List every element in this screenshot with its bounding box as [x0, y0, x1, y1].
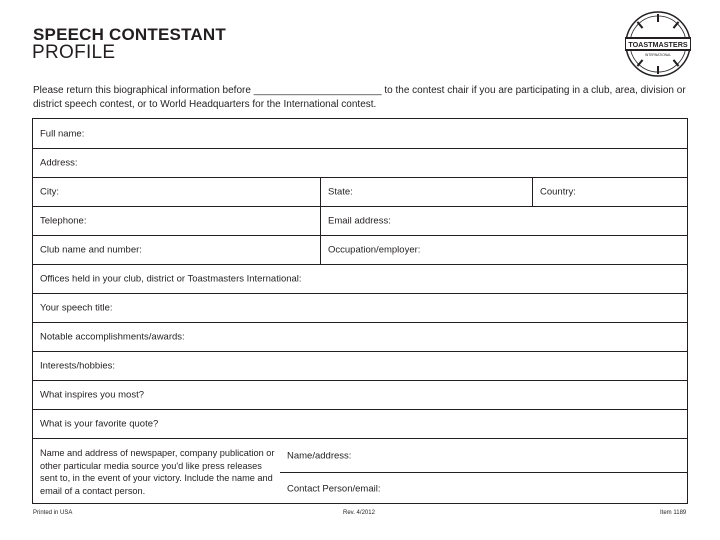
intro-text-after: to the contest chair if you are participating in a club, area, division or district speech contest, or to World Headquarters for the International contest. [33, 85, 686, 110]
media-row [33, 438, 687, 504]
city-field[interactable] [33, 178, 320, 206]
toastmasters-logo [624, 10, 692, 78]
interests-label: Interests/hobbies: [40, 360, 115, 372]
deadline-blank[interactable]: _______________________ [253, 85, 382, 96]
address-label: Address: [40, 157, 78, 169]
city-label: City: [40, 186, 59, 198]
location-row [33, 177, 687, 206]
media-instructions: Name and address of newspaper, company publication or other particular media source you'd like press releases sent to, in the event of your victory. Include the name and email of a contact person. [40, 448, 275, 496]
full-name-row[interactable] [33, 119, 687, 148]
club-row [33, 235, 687, 264]
footer-revision: Rev. 4/2012 [343, 510, 375, 516]
accomplishments-row[interactable] [33, 322, 687, 351]
club-field[interactable] [33, 236, 320, 264]
club-label: Club name and number: [40, 244, 142, 256]
email-label: Email address: [328, 215, 391, 227]
speech-title-row[interactable] [33, 293, 687, 322]
logo-text: TOASTMASTERS [628, 40, 688, 49]
footer-item-number: Item 1189 [660, 510, 687, 516]
state-field[interactable] [320, 178, 532, 206]
contact-person-label: Contact Person/email: [287, 483, 381, 495]
logo-subtext: INTERNATIONAL [644, 53, 672, 57]
occupation-label: Occupation/employer: [328, 244, 421, 256]
quote-label: What is your favorite quote? [40, 418, 159, 430]
form-title: SPEECH CONTESTANT [33, 25, 226, 44]
telephone-label: Telephone: [40, 215, 87, 227]
address-row[interactable] [33, 148, 687, 177]
offices-row[interactable] [33, 264, 687, 293]
profile-form [32, 118, 688, 504]
footer-printed: Printed in USA [33, 510, 73, 516]
form-subtitle: PROFILE [32, 42, 116, 63]
telephone-field[interactable] [33, 207, 320, 235]
full-name-label: Full name: [40, 128, 85, 139]
inspires-label: What inspires you most? [40, 389, 145, 401]
interests-row[interactable] [33, 351, 687, 380]
intro-text-before: Please return this biographical information before [33, 85, 251, 96]
country-label: Country: [540, 186, 576, 198]
state-label: State: [328, 186, 353, 198]
accomplishments-label: Notable accomplishments/awards: [40, 331, 185, 343]
name-address-label: Name/address: [287, 450, 352, 461]
inspires-row[interactable] [33, 380, 687, 409]
speech-title-label: Your speech title: [40, 302, 113, 314]
country-field[interactable] [532, 178, 687, 206]
quote-row[interactable] [33, 409, 687, 438]
offices-label: Offices held in your club, district or Toastmasters International: [40, 273, 302, 285]
name-address-field[interactable] [280, 439, 687, 473]
contact-person-field[interactable] [280, 473, 687, 505]
instructions-paragraph [33, 84, 693, 112]
occupation-field[interactable] [320, 236, 687, 264]
contact-row [33, 206, 687, 235]
email-field[interactable] [320, 207, 687, 235]
media-instructions-cell [33, 439, 280, 504]
